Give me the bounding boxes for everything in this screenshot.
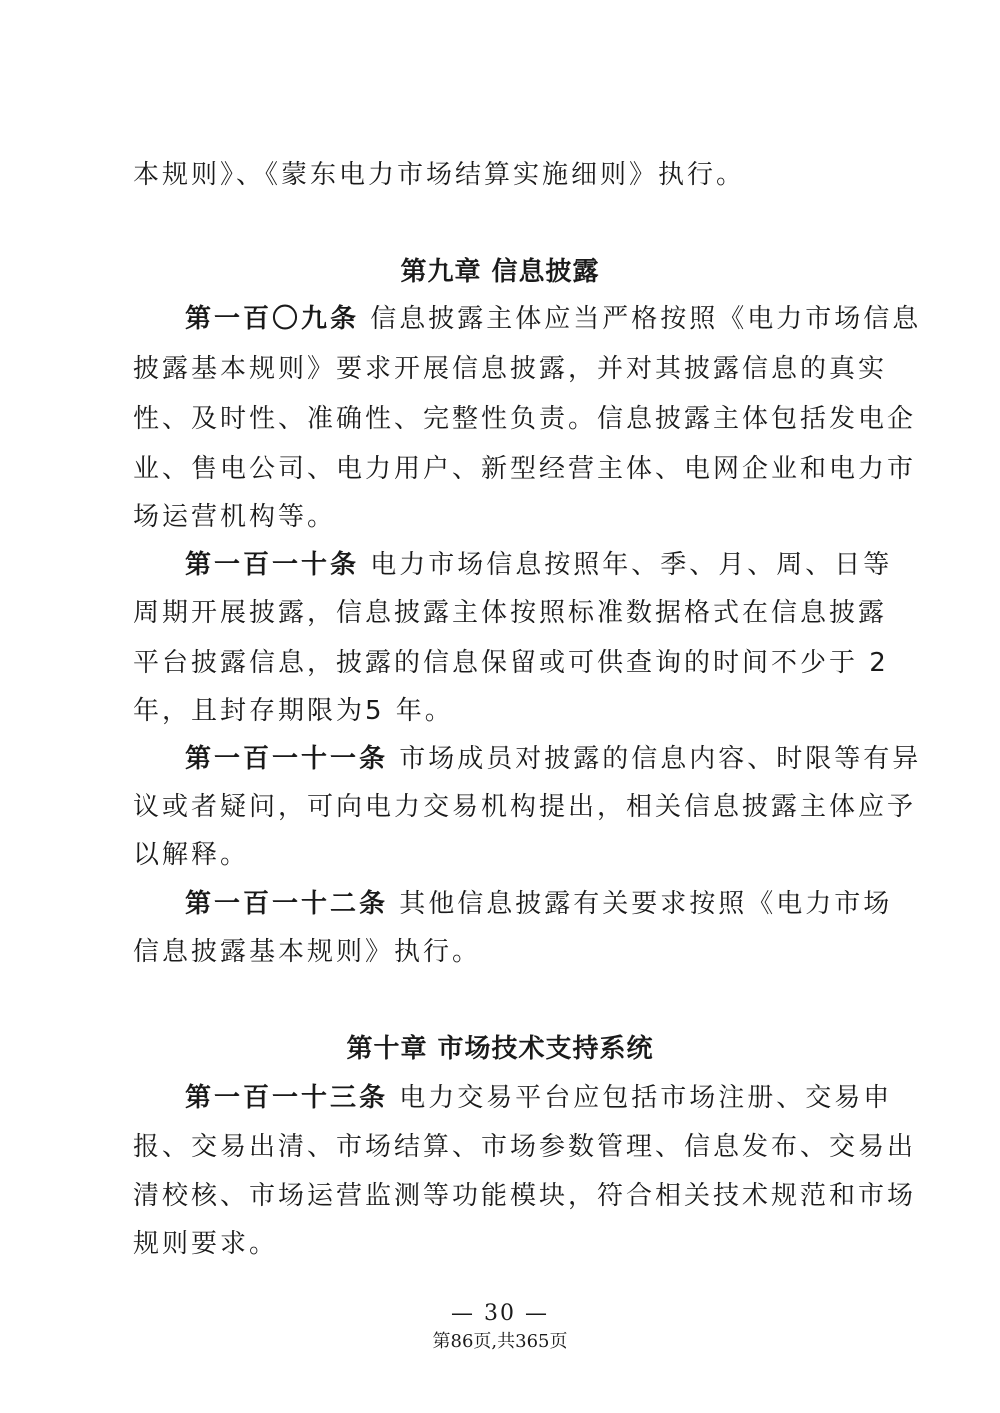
chapter-9-title: 第九章 信息披露 — [400, 257, 600, 287]
article-109-first-line — [185, 302, 921, 336]
article-111-line: 议或者疑问，可向电力交易机构提出，相关信息披露主体应予 — [133, 792, 917, 822]
chapter-10-title: 第十章 市场技术支持系统 — [346, 1034, 654, 1064]
article-111-line: 以解释。 — [133, 840, 250, 870]
page-count: 第86页,共365页 — [432, 1331, 568, 1352]
article-109-line: 披露基本规则》要求开展信息披露，并对其披露信息的真实 — [133, 354, 888, 384]
article-111-label: 第一百一十一条 — [185, 744, 389, 774]
article-109-label: 第一百〇九条 — [185, 304, 360, 334]
article-110-first-line — [185, 548, 892, 582]
intro-line: 本规则》、《蒙东电力市场结算实施细则》执行。 — [133, 160, 746, 190]
article-110-label: 第一百一十条 — [185, 550, 360, 580]
article-112-first-line — [185, 887, 892, 921]
article-112-text: 其他信息披露有关要求按照《电力市场 — [399, 889, 893, 919]
article-112-label: 第一百一十二条 — [185, 889, 389, 919]
article-112-line: 信息披露基本规则》执行。 — [133, 937, 482, 967]
article-110-line: 年，且封存期限为5 年。 — [133, 696, 454, 726]
article-110-line: 平台披露信息，披露的信息保留或可供查询的时间不少于 2 — [133, 648, 889, 678]
article-109-line: 性、及时性、准确性、完整性负责。信息披露主体包括发电企 — [133, 404, 917, 434]
article-113-line: 报、交易出清、市场结算、市场参数管理、信息发布、交易出 — [133, 1132, 917, 1162]
article-113-label: 第一百一十三条 — [185, 1083, 389, 1113]
article-111-text: 市场成员对披露的信息内容、时限等有异 — [399, 744, 922, 774]
article-113-line: 清校核、市场运营监测等功能模块，符合相关技术规范和市场 — [133, 1181, 917, 1211]
article-113-first-line — [185, 1081, 892, 1115]
article-110-line: 周期开展披露，信息披露主体按照标准数据格式在信息披露 — [133, 598, 888, 628]
article-113-line: 规则要求。 — [133, 1229, 279, 1259]
article-109-line: 场运营机构等。 — [133, 502, 337, 532]
article-110-text: 电力市场信息按照年、季、月、周、日等 — [370, 550, 893, 580]
article-109-line: 业、售电公司、电力用户、新型经营主体、电网企业和电力市 — [133, 454, 917, 484]
article-113-text: 电力交易平台应包括市场注册、交易申 — [399, 1083, 893, 1113]
page-number: — 30 — — [451, 1301, 549, 1326]
article-109-text: 信息披露主体应当严格按照《电力市场信息 — [370, 304, 922, 334]
article-111-first-line — [185, 742, 921, 776]
